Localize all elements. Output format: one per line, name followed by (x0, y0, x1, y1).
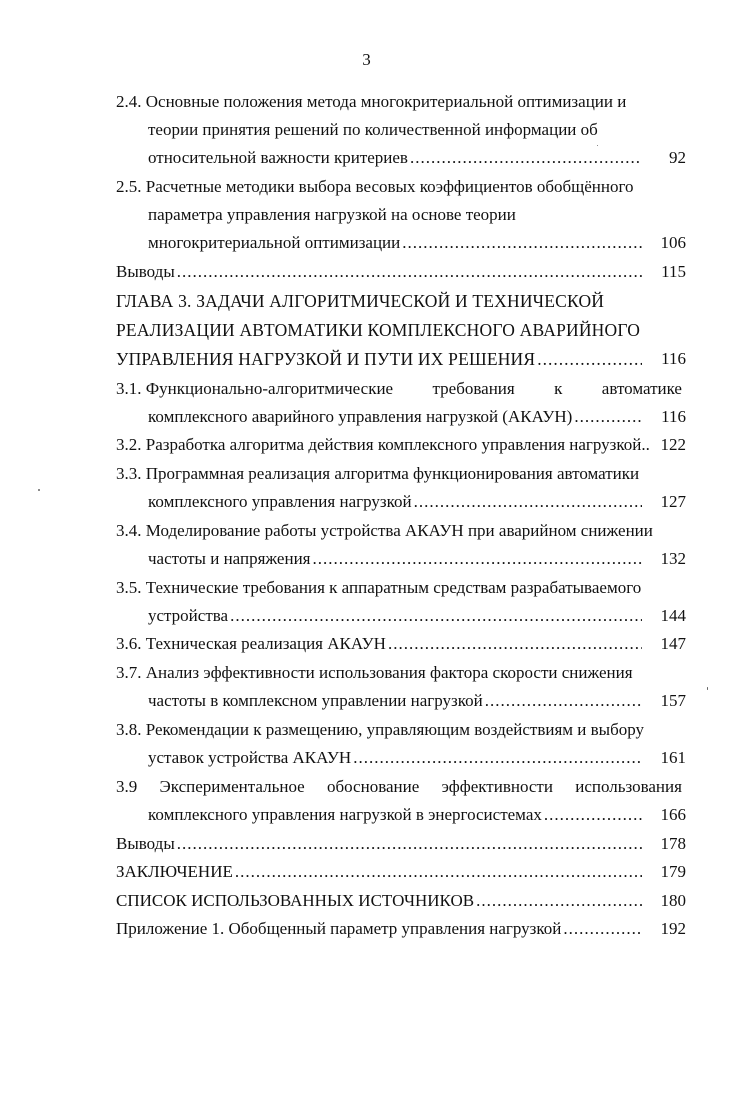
leader-dots (235, 862, 642, 882)
toc-2-5-line3 (148, 233, 644, 253)
toc-3-9-word5: использования (575, 777, 682, 796)
toc-3-1-word2: требования (432, 379, 515, 398)
toc-3-4-line2 (148, 549, 644, 569)
toc-references-title: СПИСОК ИСПОЛЬЗОВАННЫХ ИСТОЧНИКОВ (116, 891, 475, 910)
toc-2-4-title-end: относительной важности критериев (148, 148, 408, 167)
toc-conclusion-title: ЗАКЛЮЧЕНИЕ (116, 862, 233, 881)
toc-3-5-page: 144 (660, 606, 686, 625)
toc-2-4-line1: 2.4. Основные положения метода многокритериальной оптимизации и (116, 92, 627, 111)
toc-conclusions-ch2 (116, 262, 644, 282)
toc-chapter3-line2: РЕАЛИЗАЦИИ АВТОМАТИКИ КОМПЛЕКСНОГО АВАРИЙНОГО (116, 320, 641, 340)
toc-3-7-line2 (148, 691, 644, 711)
toc-3-7-line1: 3.7. Анализ эффективности использования фактора скорости снижения (116, 663, 633, 682)
toc-3-9-line2 (148, 805, 644, 825)
toc-2-4-page: 92 (669, 148, 686, 167)
leader-dots (410, 148, 642, 168)
toc-3-2-page: 122 (660, 435, 686, 454)
toc-3-4-line1: 3.4. Моделирование работы устройства АКАУН при аварийном снижении (116, 521, 653, 540)
toc-3-9-page: 166 (660, 805, 686, 824)
scan-speck (707, 687, 708, 690)
toc-references (116, 891, 644, 911)
toc-3-8-line1: 3.8. Рекомендации к размещению, управляющим воздействиям и выбору (116, 720, 645, 739)
toc-chapter3-line3 (116, 349, 644, 369)
toc-references-page: 180 (660, 891, 686, 910)
leader-dots (177, 834, 642, 854)
toc-3-4-page: 132 (660, 549, 686, 568)
toc-3-1-title-end: комплексного аварийного управления нагрузкой (АКАУН) (148, 407, 573, 426)
toc-2-4-line3 (148, 148, 644, 168)
leader-dots (476, 891, 642, 911)
toc-3-5-title-end: устройства (148, 606, 229, 625)
toc-appendix-1-title: Приложение 1. Обобщенный параметр управления нагрузкой (116, 919, 562, 938)
leader-dots (485, 691, 642, 711)
toc-3-6-line1 (116, 634, 644, 654)
toc-2-4-line2: теории принятия решений по количественной информации об (148, 120, 598, 139)
toc-2-5-title-end: многокритериальной оптимизации (148, 233, 401, 252)
toc-3-3-page: 127 (660, 492, 686, 511)
toc-conclusions-ch2-title: Выводы (116, 262, 175, 281)
toc-3-8-page: 161 (660, 748, 686, 767)
toc-conclusion-page: 179 (660, 862, 686, 881)
scan-speck (38, 489, 40, 491)
leader-dots (177, 262, 642, 282)
toc-3-8-line2 (148, 748, 644, 768)
toc-appendix-1 (116, 919, 644, 939)
leader-dots (574, 407, 642, 427)
toc-3-5-line2 (148, 606, 644, 626)
toc-conclusions-ch3 (116, 834, 644, 854)
leader-dots (388, 634, 642, 654)
toc-chapter3-line1: ГЛАВА 3. ЗАДАЧИ АЛГОРИТМИЧЕСКОЙ И ТЕХНИЧЕСКОЙ (116, 291, 605, 311)
scan-speck (597, 145, 598, 146)
toc-2-5-page: 106 (660, 233, 686, 252)
toc-2-5-line2: параметра управления нагрузкой на основе теории (148, 205, 516, 224)
toc-3-9-line1 (116, 777, 682, 797)
toc-conclusions-ch2-page: 115 (661, 262, 686, 281)
toc-3-2-line1: 3.2. Разработка алгоритма действия комплексного управления нагрузкой.. (116, 435, 650, 454)
toc-3-7-page: 157 (660, 691, 686, 710)
leader-dots (563, 919, 642, 939)
toc-conclusions-ch3-title: Выводы (116, 834, 175, 853)
leader-dots (544, 805, 642, 825)
toc-3-7-title-end: частоты в комплексном управлении нагрузкой (148, 691, 483, 710)
toc-2-5-line1: 2.5. Расчетные методики выбора весовых коэффициентов обобщённого (116, 177, 634, 196)
toc-3-4-title-end: частоты и напряжения (148, 549, 311, 568)
leader-dots (537, 349, 642, 369)
toc-appendix-1-page: 192 (660, 919, 686, 938)
leader-dots (313, 549, 643, 569)
toc-3-1-line2 (148, 407, 644, 427)
toc-3-9-word1: 3.9 (116, 777, 138, 796)
toc-chapter3-title-end: УПРАВЛЕНИЯ НАГРУЗКОЙ И ПУТИ ИХ РЕШЕНИЯ (116, 349, 536, 369)
toc-3-9-word3: обоснование (326, 777, 420, 796)
toc-3-9-title-end: комплексного управления нагрузкой в энергосистемах (148, 805, 542, 824)
toc-3-1-word3: к (554, 379, 563, 398)
toc-3-8-title-end: уставок устройства АКАУН (148, 748, 352, 767)
toc-3-1-line1 (116, 379, 682, 399)
toc-3-3-title-end: комплексного управления нагрузкой (148, 492, 412, 511)
toc-conclusions-ch3-page: 178 (660, 834, 686, 853)
toc-conclusion (116, 862, 644, 882)
toc-3-1-word4: автоматике (601, 379, 682, 398)
toc-3-6-title: 3.6. Техническая реализация АКАУН (116, 634, 386, 653)
toc-3-5-line1: 3.5. Технические требования к аппаратным средствам разрабатываемого (116, 578, 642, 597)
toc-3-3-line1: 3.3. Программная реализация алгоритма функционирования автоматики (116, 464, 640, 483)
leader-dots (402, 233, 642, 253)
toc-3-3-line2 (148, 492, 644, 512)
page-number: 3 (362, 50, 371, 69)
toc-chapter3-page: 116 (661, 349, 686, 368)
leader-dots (353, 748, 642, 768)
leader-dots (414, 492, 642, 512)
toc-3-9-word2: Экспериментальное (159, 777, 305, 796)
toc-3-1-word1: 3.1. Функционально-алгоритмические (116, 379, 394, 398)
leader-dots (230, 606, 642, 626)
toc-3-6-page: 147 (660, 634, 686, 653)
toc-3-1-page: 116 (661, 407, 686, 426)
toc-3-9-word4: эффективности (441, 777, 553, 796)
